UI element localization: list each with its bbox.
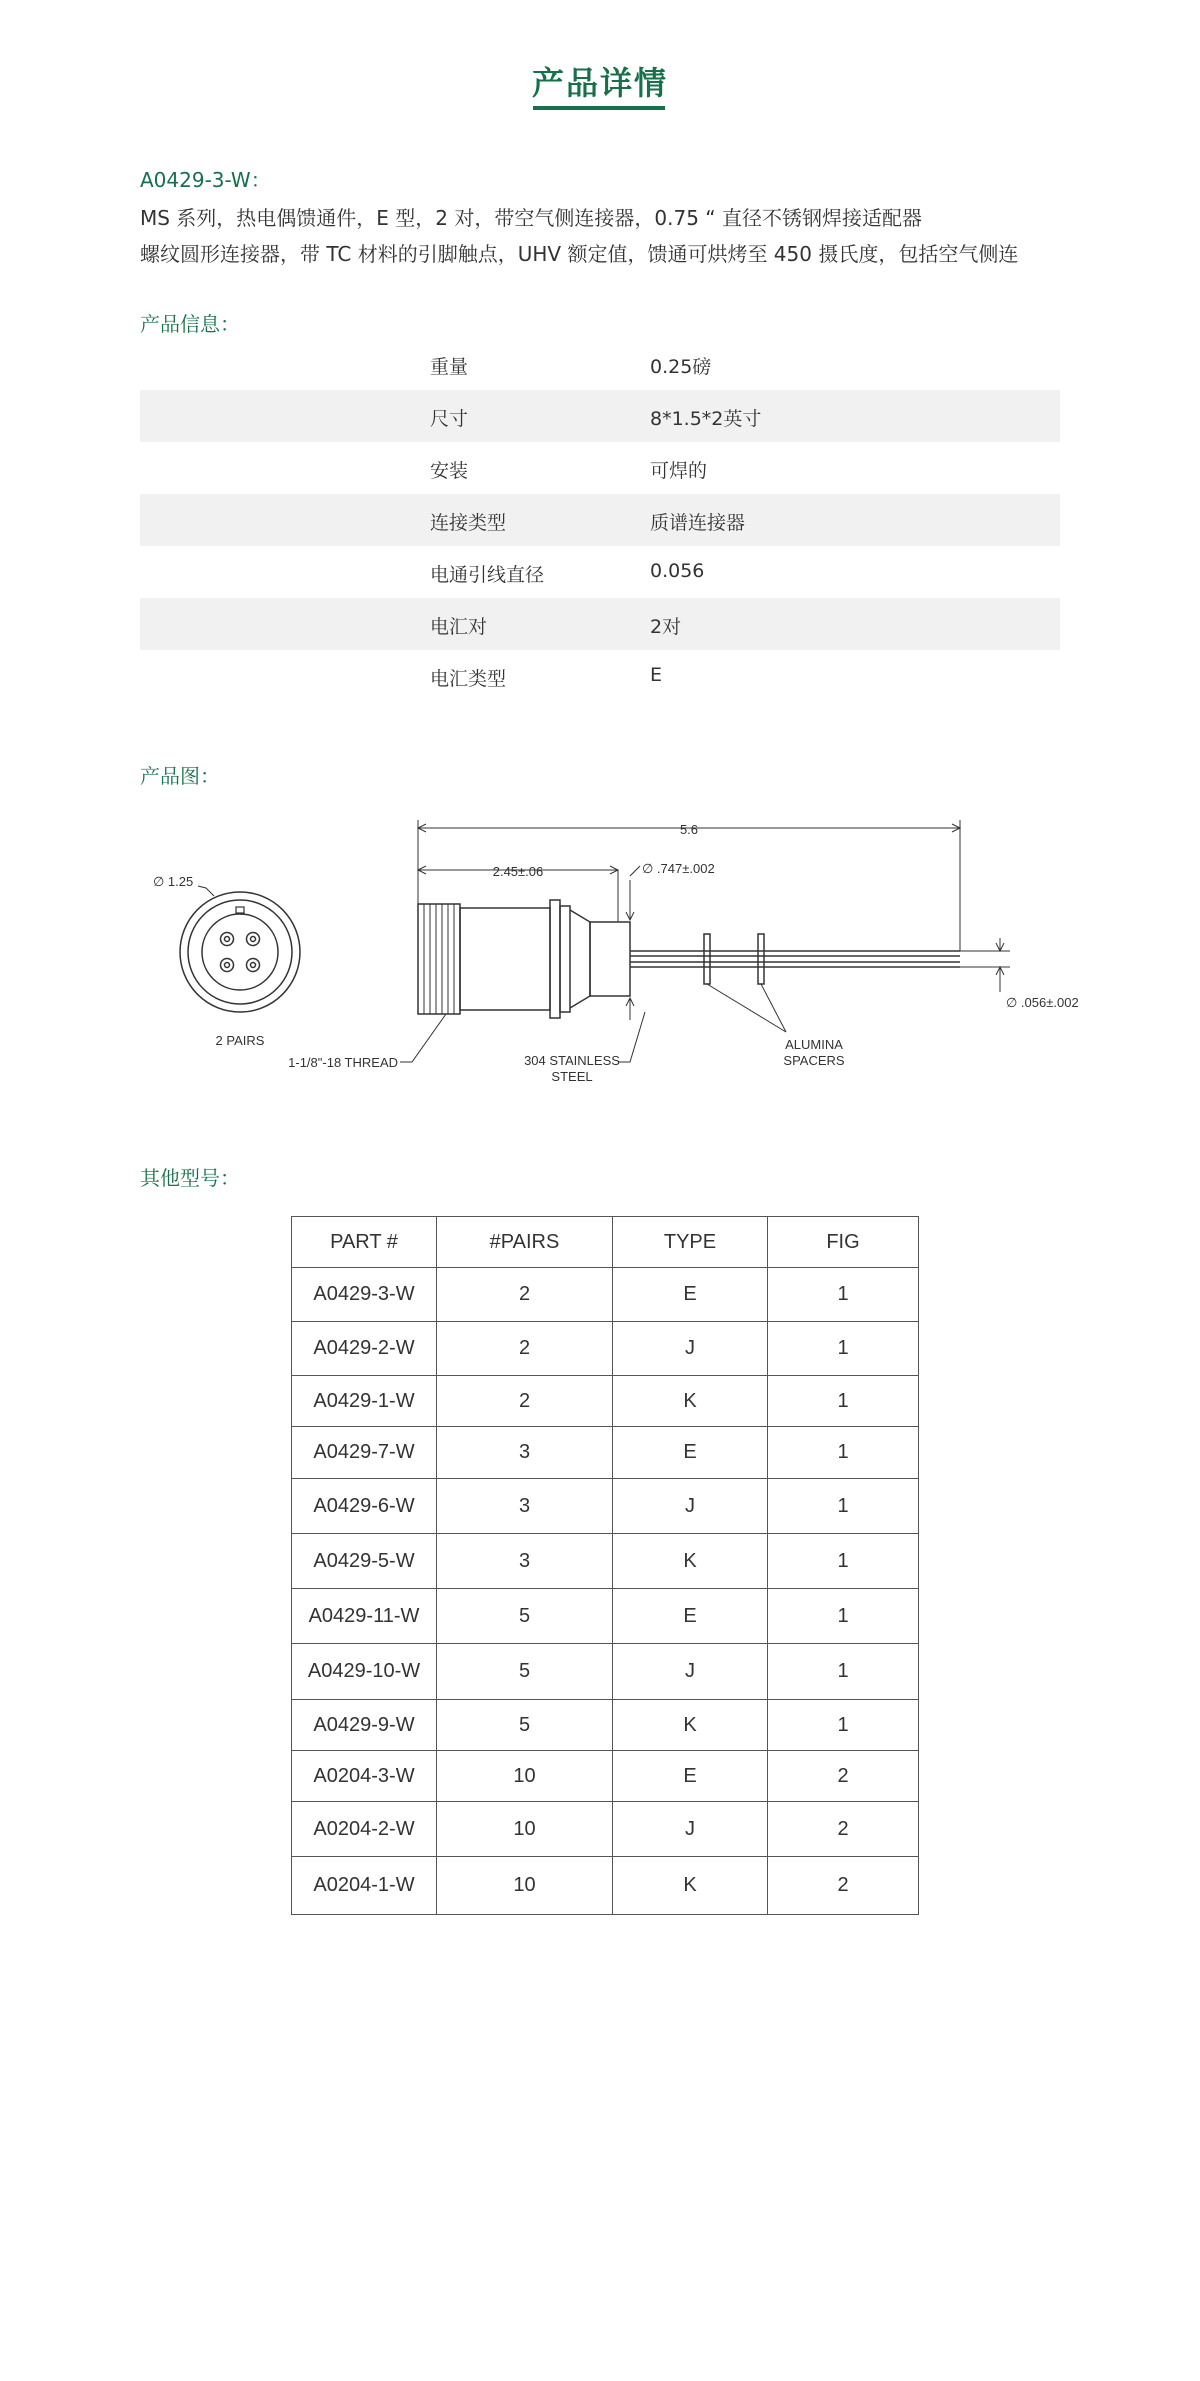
table-row (292, 1427, 919, 1479)
cell-fig: 2 (768, 1857, 919, 1915)
other-models-heading: 其他型号： (140, 1166, 240, 1190)
thread-label: 1-1/8"-18 THREAD (288, 1055, 398, 1070)
cell-fig: 1 (768, 1427, 919, 1479)
table-row (292, 1589, 919, 1644)
cell-type: J (613, 1322, 768, 1376)
table-row (292, 1751, 919, 1802)
cell-pairs: 5 (437, 1589, 613, 1644)
cell-fig: 1 (768, 1700, 919, 1751)
cell-fig: 2 (768, 1751, 919, 1802)
cell-pairs: 10 (437, 1802, 613, 1857)
cell-type: J (613, 1479, 768, 1534)
cell-pairs: 10 (437, 1751, 613, 1802)
cell-type: K (613, 1857, 768, 1915)
info-row (140, 390, 1060, 442)
connector-side-view (418, 900, 960, 1018)
diameter-056-label: ∅ .056±.002 (1006, 995, 1079, 1010)
cell-fig: 1 (768, 1479, 919, 1534)
column-header-fig: FIG (768, 1217, 919, 1268)
cell-type: K (613, 1376, 768, 1427)
alumina-label-line-1: ALUMINA (785, 1037, 843, 1052)
product-drawing-heading: 产品图： (140, 764, 220, 788)
cell-part: A0429-6-W (292, 1479, 437, 1534)
column-header-type: TYPE (613, 1217, 768, 1268)
info-row (140, 598, 1060, 650)
info-row (140, 338, 1060, 390)
cell-pairs: 2 (437, 1268, 613, 1322)
cell-pairs: 3 (437, 1427, 613, 1479)
cell-part: A0204-3-W (292, 1751, 437, 1802)
cell-type: J (613, 1802, 768, 1857)
end-view (180, 886, 300, 1012)
info-key: 电汇对 (430, 616, 488, 638)
cell-part: A0429-10-W (292, 1644, 437, 1700)
info-value: 8*1.5*2英寸 (650, 408, 762, 430)
cell-part: A0429-11-W (292, 1589, 437, 1644)
cell-type: K (613, 1700, 768, 1751)
info-value: E (650, 664, 663, 686)
info-key: 重量 (430, 356, 469, 378)
info-key: 电汇类型 (430, 668, 507, 690)
cell-fig: 1 (768, 1322, 919, 1376)
alumina-label-line-2: SPACERS (783, 1053, 845, 1068)
table-row (292, 1534, 919, 1589)
table-row (292, 1322, 919, 1376)
cell-part: A0429-7-W (292, 1427, 437, 1479)
cell-pairs: 3 (437, 1479, 613, 1534)
model-code: A0429-3-W： (140, 168, 271, 192)
table-row (292, 1700, 919, 1751)
product-drawing (140, 800, 1080, 1100)
cell-pairs: 5 (437, 1644, 613, 1700)
length-245-label: 2.45±.06 (492, 864, 544, 879)
cell-part: A0429-3-W (292, 1268, 437, 1322)
length-56-label: 5.6 (679, 822, 699, 837)
cell-type: J (613, 1644, 768, 1700)
cell-type: K (613, 1534, 768, 1589)
stainless-label-line-1: 304 STAINLESS (524, 1053, 620, 1068)
cell-fig: 1 (768, 1644, 919, 1700)
info-key: 安装 (430, 460, 469, 482)
description-line-1: MS 系列，热电偶馈通件，E 型，2 对，带空气侧连接器，0.75 “ 直径不锈钢焊接适配器 (140, 206, 922, 230)
description-line-2: 螺纹圆形连接器，带 TC 材料的引脚触点，UHV 额定值，馈通可烘烤至 450 摄氏度，包括空气侧连 (140, 242, 1019, 266)
cell-part: A0204-1-W (292, 1857, 437, 1915)
table-row (292, 1376, 919, 1427)
cell-part: A0429-2-W (292, 1322, 437, 1376)
info-value: 可焊的 (650, 460, 708, 482)
info-key: 连接类型 (430, 512, 507, 534)
other-models-table (291, 1216, 919, 1915)
dimension-lines (400, 820, 1010, 1062)
cell-part: A0204-2-W (292, 1802, 437, 1857)
cell-type: E (613, 1589, 768, 1644)
cell-part: A0429-1-W (292, 1376, 437, 1427)
product-info-heading: 产品信息： (140, 312, 240, 336)
title-underline (533, 106, 665, 110)
cell-fig: 1 (768, 1376, 919, 1427)
info-value: 0.25磅 (650, 356, 712, 378)
cell-pairs: 2 (437, 1376, 613, 1427)
stainless-label-line-2: STEEL (551, 1069, 593, 1084)
table-row (292, 1479, 919, 1534)
pairs-label: 2 PAIRS (215, 1033, 265, 1048)
cell-pairs: 3 (437, 1534, 613, 1589)
cell-fig: 1 (768, 1534, 919, 1589)
column-header-pairs: #PAIRS (437, 1217, 613, 1268)
cell-part: A0429-5-W (292, 1534, 437, 1589)
cell-type: E (613, 1268, 768, 1322)
info-row (140, 494, 1060, 546)
info-row (140, 650, 1060, 702)
cell-fig: 2 (768, 1802, 919, 1857)
info-row (140, 442, 1060, 494)
page-title: 产品详情 (531, 64, 668, 102)
info-value: 2对 (650, 616, 682, 638)
table-row (292, 1802, 919, 1857)
cell-fig: 1 (768, 1268, 919, 1322)
cell-pairs: 2 (437, 1322, 613, 1376)
info-row (140, 546, 1060, 598)
product-info-table (140, 338, 1060, 702)
info-key: 尺寸 (430, 408, 469, 430)
table-row (292, 1268, 919, 1322)
cell-type: E (613, 1427, 768, 1479)
diameter-747-label: ∅ .747±.002 (642, 861, 715, 876)
cell-type: E (613, 1751, 768, 1802)
cell-part: A0429-9-W (292, 1700, 437, 1751)
info-value: 质谱连接器 (650, 512, 746, 534)
table-row (292, 1644, 919, 1700)
cell-pairs: 10 (437, 1857, 613, 1915)
info-key: 电通引线直径 (430, 564, 545, 586)
cell-pairs: 5 (437, 1700, 613, 1751)
table-header-row (292, 1217, 919, 1268)
table-row (292, 1857, 919, 1915)
cell-fig: 1 (768, 1589, 919, 1644)
diameter-125-label: ∅ 1.25 (153, 874, 194, 889)
info-value: 0.056 (650, 560, 705, 582)
column-header-part: PART # (292, 1217, 437, 1268)
